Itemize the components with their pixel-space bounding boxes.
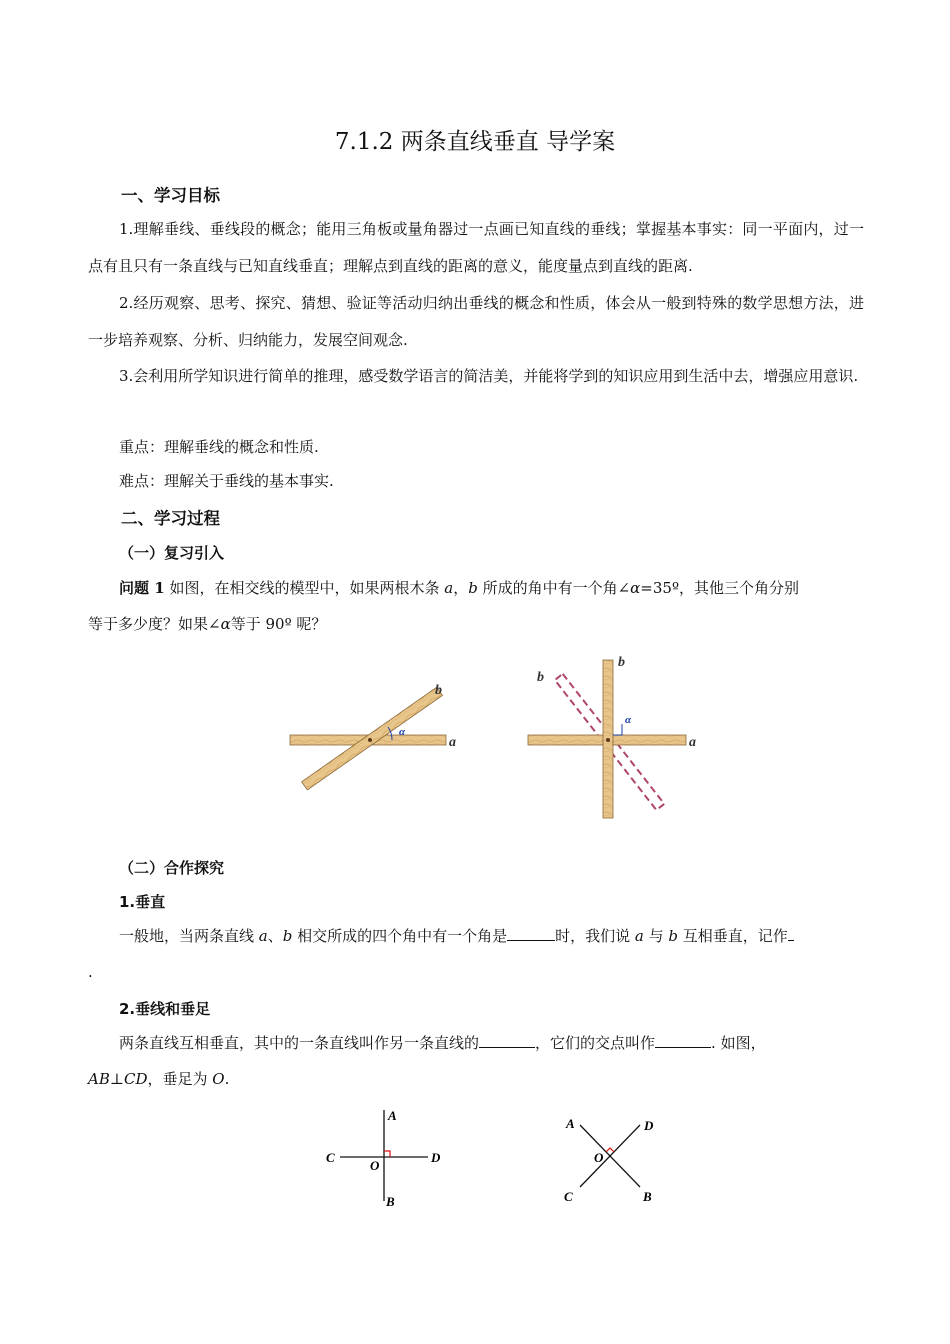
- label-O: O: [594, 1150, 604, 1165]
- question-text: 等于多少度？如果∠: [88, 615, 221, 633]
- separator: 、: [267, 927, 283, 945]
- difficulty: 难点：理解关于垂线的基本事实.: [119, 472, 334, 490]
- topic-1-end: .: [88, 963, 93, 981]
- answer-blank[interactable]: [788, 925, 794, 941]
- perpendicular-figure: [318, 1105, 668, 1215]
- topic-2-heading: 2.垂线和垂足: [119, 1000, 211, 1018]
- topic-2-text: [88, 1032, 864, 1054]
- question-1-line-2: [88, 613, 864, 635]
- var-O: O: [212, 1070, 225, 1088]
- label-alpha: α: [399, 726, 406, 738]
- question-text: 等于 90º 呢？: [230, 615, 327, 633]
- text: .: [224, 1070, 230, 1088]
- answer-blank[interactable]: [655, 1032, 711, 1048]
- topic-1-heading: 1.垂直: [119, 893, 166, 911]
- label-A: A: [388, 1108, 397, 1123]
- text: 一般地，当两条直线: [119, 927, 259, 945]
- topic-2-line-2: [88, 1068, 864, 1090]
- text: 与: [643, 927, 669, 945]
- text: 相交所成的四个角中有一个角是: [292, 927, 508, 945]
- var-a: a: [634, 927, 644, 945]
- label-a: a: [689, 735, 696, 750]
- right-angle-mark: [606, 1148, 614, 1152]
- answer-blank[interactable]: [507, 925, 555, 941]
- subheading-review: （一）复习引入: [119, 544, 225, 562]
- goal-2: 2.经历观察、思考、探究、猜想、验证等活动归纳出垂线的概念和性质，体会从一般到特殊的数学思想方法，进一步培养观察、分析、归纳能力，发展空间观念.: [88, 294, 864, 349]
- goal-1: 1.理解垂线、垂线段的概念；能用三角板或量角器过一点画已知直线的垂线；掌握基本事实：同一平面内，过一点有且只有一条直线与已知直线垂直；理解点到直线的距离的意义，能度量点到直线的距离.: [88, 220, 864, 275]
- math-expression: AB⊥CD: [88, 1070, 148, 1088]
- label-D: D: [431, 1150, 441, 1165]
- page-title: 7.1.2 两条直线垂直 导学案: [334, 129, 616, 155]
- label-b: b: [435, 683, 442, 698]
- question-1-line-1: [88, 577, 864, 599]
- stick-model-figure: [280, 650, 700, 825]
- question-label: 问题 1: [119, 579, 165, 597]
- answer-blank[interactable]: [479, 1032, 535, 1048]
- label-alpha: α: [625, 714, 632, 726]
- subheading-explore: （二）合作探究: [119, 859, 225, 877]
- label-D: D: [644, 1118, 654, 1133]
- text: 互相垂直，记作: [678, 927, 788, 945]
- section-heading-process: 二、学习过程: [121, 509, 220, 528]
- question-text: 所成的角中有一个角∠: [477, 579, 631, 597]
- key-point: 重点：理解垂线的概念和性质.: [119, 438, 319, 456]
- section-heading-goals: 一、学习目标: [121, 186, 220, 205]
- text: 时，我们说: [555, 927, 635, 945]
- var-alpha: α: [630, 579, 641, 597]
- text: ，垂足为: [147, 1070, 213, 1088]
- var-b: b: [282, 927, 293, 945]
- label-a: a: [449, 735, 456, 750]
- label-b: b: [537, 670, 544, 685]
- label-A: A: [566, 1116, 575, 1131]
- label-B: B: [386, 1194, 395, 1209]
- label-O: O: [370, 1158, 380, 1173]
- var-a: a: [258, 927, 268, 945]
- question-text: =35º，其他三个角分别: [640, 579, 800, 597]
- var-alpha: α: [220, 615, 231, 633]
- goal-3: 3.会利用所学知识进行简单的推理，感受数学语言的简洁美，并能将学到的知识应用到生活中去，增强应用意识.: [119, 367, 859, 385]
- text: ，它们的交点叫作: [535, 1034, 656, 1052]
- topic-1-text: [88, 925, 864, 947]
- var-b: b: [668, 927, 679, 945]
- intersection-point: [368, 738, 372, 742]
- label-b: b: [618, 655, 625, 670]
- var-a: a: [444, 579, 454, 597]
- intersection-point: [606, 738, 610, 742]
- right-angle-mark: [613, 724, 622, 735]
- text: . 如图，: [711, 1034, 766, 1052]
- text: 两条直线互相垂直，其中的一条直线叫作另一条直线的: [119, 1034, 480, 1052]
- question-text: 如图，在相交线的模型中，如果两根木条: [169, 579, 445, 597]
- label-C: C: [326, 1150, 335, 1165]
- label-B: B: [643, 1189, 652, 1204]
- right-angle-mark: [384, 1151, 390, 1157]
- var-b: b: [468, 579, 478, 597]
- separator: ，: [453, 579, 469, 597]
- label-C: C: [564, 1189, 573, 1204]
